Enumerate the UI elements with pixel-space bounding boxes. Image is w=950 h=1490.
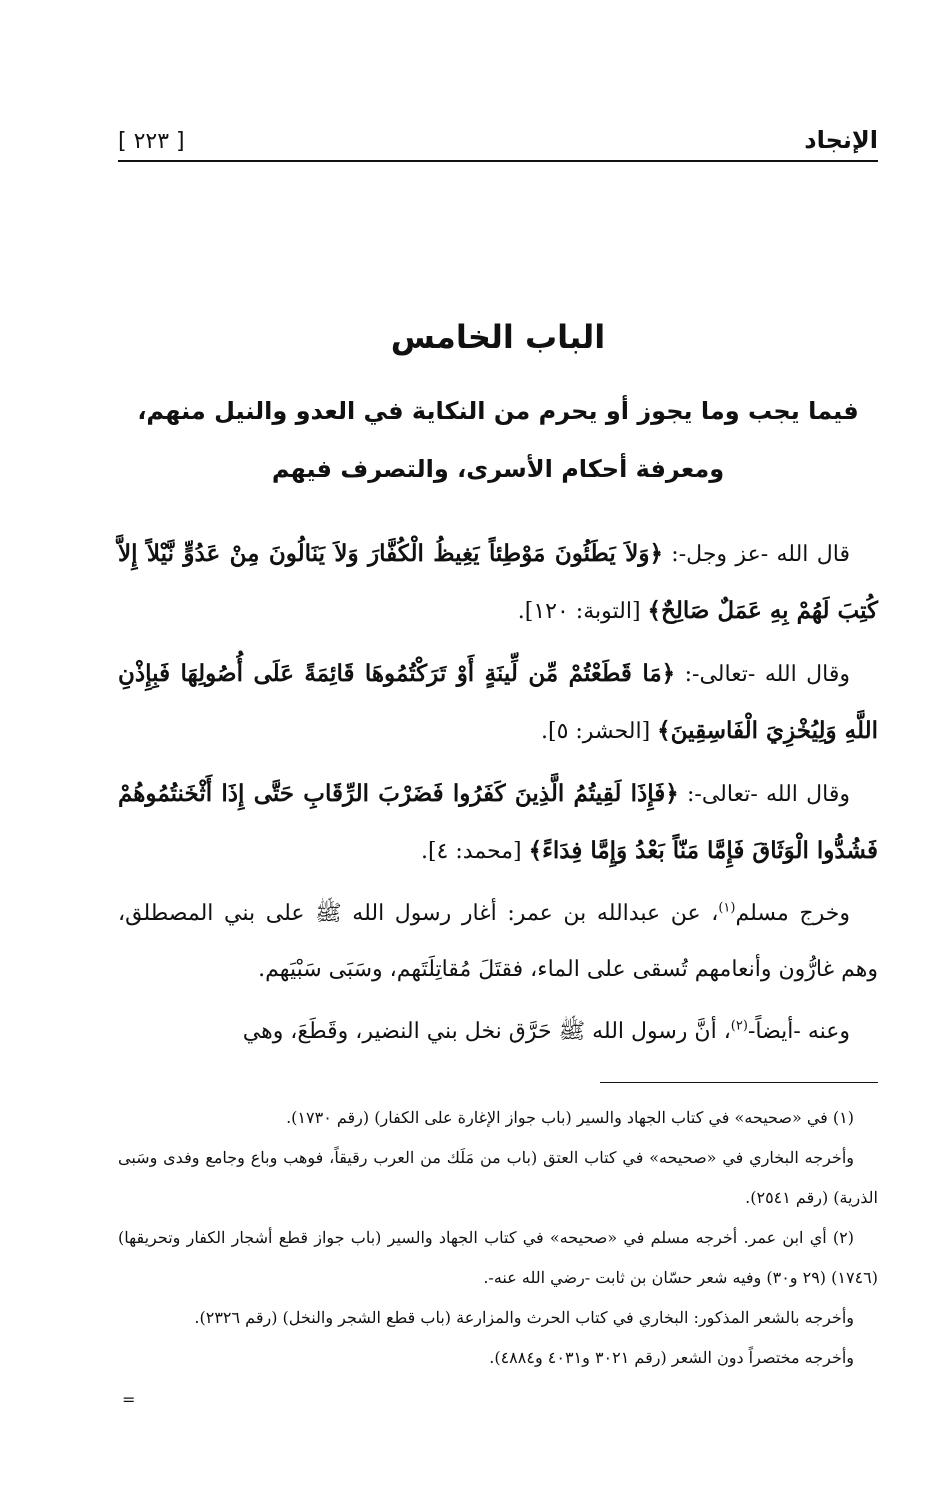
running-title: الإنجاد — [804, 126, 878, 154]
footnote-marker-1: (١) — [718, 900, 736, 916]
footnote-1: (١) في «صحيحه» في كتاب الجهاد والسير (باب جواز الإغارة على الكفار) (رقم ١٧٣٠). — [286, 1108, 854, 1127]
quran-verse: ﴿مَا قَطَعْتُمْ مِّن لِّينَةٍ أَوْ تَرَكْتُمُوهَا قَائِمَةً عَلَى أُصُولِهَا فَبِإِذْنِ اللَّهِ وَلِيُخْزِيَ الْفَاسِقِينَ﴾ — [118, 660, 878, 744]
verse-intro: وقال الله -تعالى-: — [678, 782, 850, 807]
footnote-1-continued: وأخرجه البخاري في «صحيحه» في كتاب العتق (باب من مَلَك من العرب رقيقاً، فوهب وباع وجامع وفدى وسَبى الذرية) (رقم ٢٥٤١). — [118, 1148, 878, 1207]
verse-intro: قال الله -عز وجل-: — [662, 542, 850, 567]
hadith-paragraph-1 — [118, 886, 878, 998]
footnote-marker-2: (٢) — [730, 1018, 748, 1034]
verse-paragraph-1 — [118, 526, 878, 640]
verse-paragraph-3 — [118, 766, 878, 880]
continued-mark: = — [122, 1390, 136, 1409]
verse-reference: [محمد: ٤]. — [420, 839, 529, 864]
main-text — [118, 526, 878, 1066]
verse-intro: وقال الله -تعالى-: — [675, 662, 850, 687]
page-number: [ ٢٢٣ ] — [118, 129, 185, 154]
quran-verse: ﴿وَلاَ يَطَئُونَ مَوْطِئاً يَغِيظُ الْكُفَّارَ وَلاَ يَنَالُونَ مِنْ عَدُوٍّ نَّيْلاً إِلاَّ كُتِبَ لَهُمْ بِهِ عَمَلٌ صَالِحٌ﴾ — [118, 540, 878, 624]
verse-reference: [الحشر: ٥]. — [541, 719, 658, 744]
hadith-text: ، أنَّ رسول الله ﷺ حَرَّق نخل بني النضير، وقَطَعَ، وهي — [242, 1019, 731, 1044]
chapter-subtitle-line-2: ومعرفة أحكام الأسرى، والتصرف فيهم — [271, 455, 725, 483]
verse-reference: [التوبة: ١٢٠]. — [517, 599, 648, 624]
hadith-text-start: وعنه -أيضاً- — [747, 1019, 850, 1044]
chapter-subtitle — [110, 382, 886, 498]
chapter-title: الباب الخامس — [390, 318, 606, 356]
hadith-text: ، عن عبدالله بن عمر: أغار رسول الله ﷺ على بني المصطلق، وهم غارُّون وأنعامهم تُسقى على الماء، فقتَلَ مُقاتِلَتَهم، وسَبَى سَبْيَهم. — [118, 901, 878, 982]
footnote-2-continued: وأخرجه بالشعر المذكور: البخاري في كتاب الحرث والمزارعة (باب قطع الشجر والنخل) (رقم ٢٣٢٦). — [194, 1308, 854, 1327]
quran-verse: ﴿فَإِذَا لَقِيتُمُ الَّذِينَ كَفَرُوا فَضَرْبَ الرِّقَابِ حَتَّى إِذَا أَثْخَنتُمُوهُمْ فَشُدُّوا الْوَثَاقَ فَإِمَّا مَنّاً بَعْدُ وَإِمَّا فِدَاءً﴾ — [118, 780, 878, 864]
hadith-text-start: وخرج مسلم — [735, 901, 850, 926]
footnotes — [118, 1098, 878, 1378]
footnote-2-continued-2: وأخرجه مختصراً دون الشعر (رقم ٣٠٢١ و٤٠٣١ و٤٨٨٤). — [489, 1348, 854, 1367]
chapter-subtitle-line-1: فيما يجب وما يجوز أو يحرم من النكاية في العدو والنيل منهم، — [137, 397, 859, 425]
footnote-2: (٢) أي ابن عمر. أخرجه مسلم في «صحيحه» في كتاب الجهاد والسير (باب جواز قطع أشجار الكفار وتحريقها) (١٧٤٦) (٢٩ و٣٠) وفيه شعر حسّان بن ثابت -رضي الله عنه-. — [118, 1228, 878, 1287]
running-header — [118, 118, 878, 162]
footnote-divider — [600, 1082, 878, 1083]
hadith-paragraph-2 — [118, 1004, 878, 1060]
verse-paragraph-2 — [118, 646, 878, 760]
